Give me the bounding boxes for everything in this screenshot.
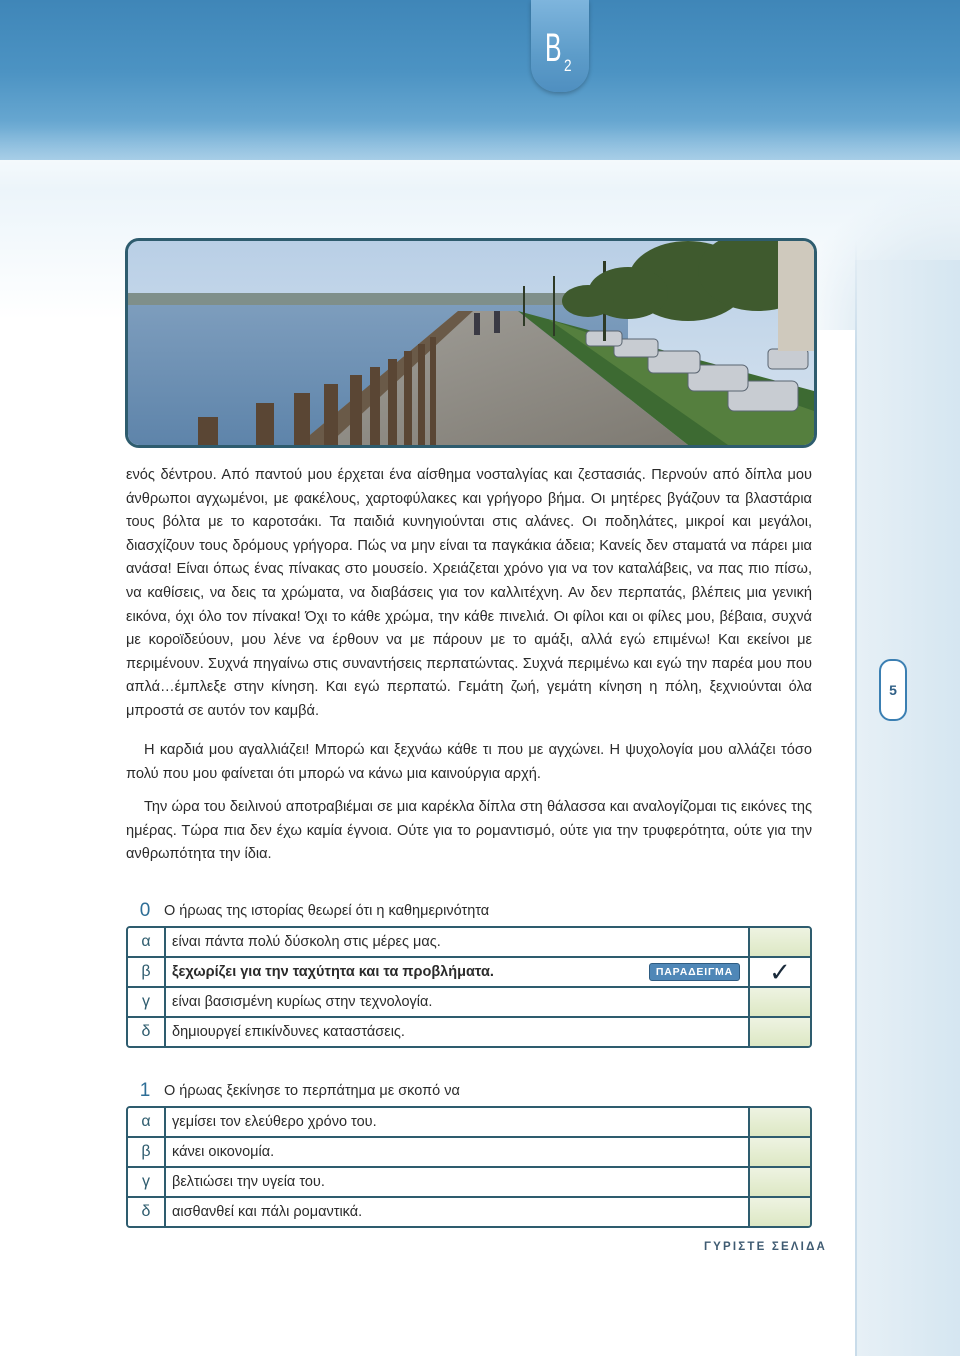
answer-box[interactable] [748,1108,810,1136]
option-text: δημιουργεί επικίνδυνες καταστάσεις. [166,1018,748,1046]
question-1 [126,1076,812,1228]
page-number: 5 [879,659,907,721]
answer-box[interactable] [748,1138,810,1166]
turn-page-label: ΓΥΡΙΣΤΕ ΣΕΛΙΔΑ [704,1241,828,1253]
option-letter: δ [128,1018,166,1046]
option-text: βελτιώσει την υγεία του. [166,1168,748,1196]
answer-box[interactable] [748,1018,810,1046]
option-row[interactable] [128,928,810,958]
answer-box-checked[interactable] [748,958,810,986]
option-row[interactable] [128,1108,810,1138]
side-panel-edge [855,240,857,1356]
story-paragraph-3: Την ώρα του δειλινού αποτραβιέμαι σε μια καρέκλα δίπλα στη θάλασσα και αναλογίζομαι τις εικόνες της ημέρας. Τώρα πια δεν έχω καμία έγνοια. Ούτε για το ρομαντισμό, ούτε για την τρυφερότητα, ούτε για την ανθρωπότητα την ίδια. [126,799,812,863]
option-text: κάνει οικονομία. [166,1138,748,1166]
option-letter: γ [128,1168,166,1196]
story-paragraph-2: Η καρδιά μου αγαλλιάζει! Μπορώ και ξεχνάω κάθε τι που με αγχώνει. Η ψυχολογία μου αλλάζει τόσο πολύ που μου φαίνεται ότι μπορώ να κάνω μια καινούργια αρχή. [126,742,812,782]
option-row[interactable] [128,1138,810,1168]
question-1-number: 1 [139,1080,151,1101]
option-letter: β [128,1138,166,1166]
question-1-options [126,1106,812,1228]
story-paragraph-1: ενός δέντρου. Από παντού μου έρχεται ένα αίσθημα νοσταλγίας και ζεστασιάς. Περνούν από δίπλα μου άνθρωποι αγχωμένοι, με φακέλους, χαρτοφύλακες και γρήγορο βήμα. Οι μητέρες βγάζουν τα βλαστάρια τους βόλτα με το καροτσάκι. Τα παιδιά κυνηγιούνται στις αλάνες. Οι ποδηλάτες, μικροί και μεγάλοι, διασχίζουν τους δρόμους γρήγορα. Πώς να μην είναι τα παγκάκια άδεια; Κανείς δεν σταματά να πάρει μια ανάσα! Είναι όπως ένας πίνακας στο μουσείο. Χρειάζεται χρόνο για να τον καταλάβεις, να πας πιο πίσω, να καθίσεις, να δεις τα χρώματα, να διαβάσεις για τον καλλιτέχνη. Αν δεν περπατάς, βλέπεις μια γενική εικόνα, όχι όλο τον πίνακα! Όχι το κάθε χρώμα, την κάθε πινελιά. Οι φίλοι και οι φίλες μου, βέβαια, συχνά με κοροϊδεύουν, μου λένε να έρθουν να με πάρουν με το αμάξι, αλλά εγώ επιμένω! Και εκείνοι με περιμένουν. Συχνά πηγαίνω στις συναντήσεις περπατώντας. Συχνά περιμένω και εγώ την παρέα μου που απλά…έμπλεξε στην κίνηση. Και εγώ περπατώ. Γεμάτη ζωή, γεμάτη κίνηση η πόλη, ξεχνιούνται όλα μπροστά σε αυτόν τον καμβά. [126,467,812,719]
example-tag: ΠΑΡΑΔΕΙΓΜΑ [649,963,740,981]
option-letter: δ [128,1198,166,1226]
option-letter: α [128,1108,166,1136]
answer-box[interactable] [748,928,810,956]
option-row[interactable] [128,1018,810,1046]
check-mark-icon: ✓ [769,956,791,987]
option-letter: α [128,928,166,956]
answer-box[interactable] [748,1168,810,1196]
option-row[interactable] [128,958,810,988]
question-0-options [126,926,812,1048]
question-0 [126,896,812,1048]
option-text: γεμίσει τον ελεύθερο χρόνο του. [166,1108,748,1136]
level-badge-letter: B [545,26,562,70]
option-text: είναι βασισμένη κυρίως στην τεχνολογία. [166,988,748,1016]
option-row[interactable] [128,988,810,1018]
option-text: αισθανθεί και πάλι ρομαντικά. [166,1198,748,1226]
option-letter: β [128,958,166,986]
question-1-stem: Ο ήρωας ξεκίνησε το περπάτημα με σκοπό να [164,1083,460,1099]
seafront-promenade-photo [125,238,817,448]
option-row[interactable] [128,1168,810,1198]
option-row[interactable] [128,1198,810,1226]
question-0-header [126,896,812,926]
option-text: ξεχωρίζει για την ταχύτητα και τα προβλήματα. [166,958,748,986]
question-0-stem: Ο ήρωας της ιστορίας θεωρεί ότι η καθημερινότητα [164,903,490,919]
option-text: είναι πάντα πολύ δύσκολη στις μέρες μας. [166,928,748,956]
question-0-number: 0 [139,900,151,921]
level-badge-subscript: 2 [564,56,572,75]
answer-box[interactable] [748,988,810,1016]
answer-box[interactable] [748,1198,810,1226]
option-letter: γ [128,988,166,1016]
side-panel [855,260,960,1356]
question-1-header [126,1076,812,1106]
